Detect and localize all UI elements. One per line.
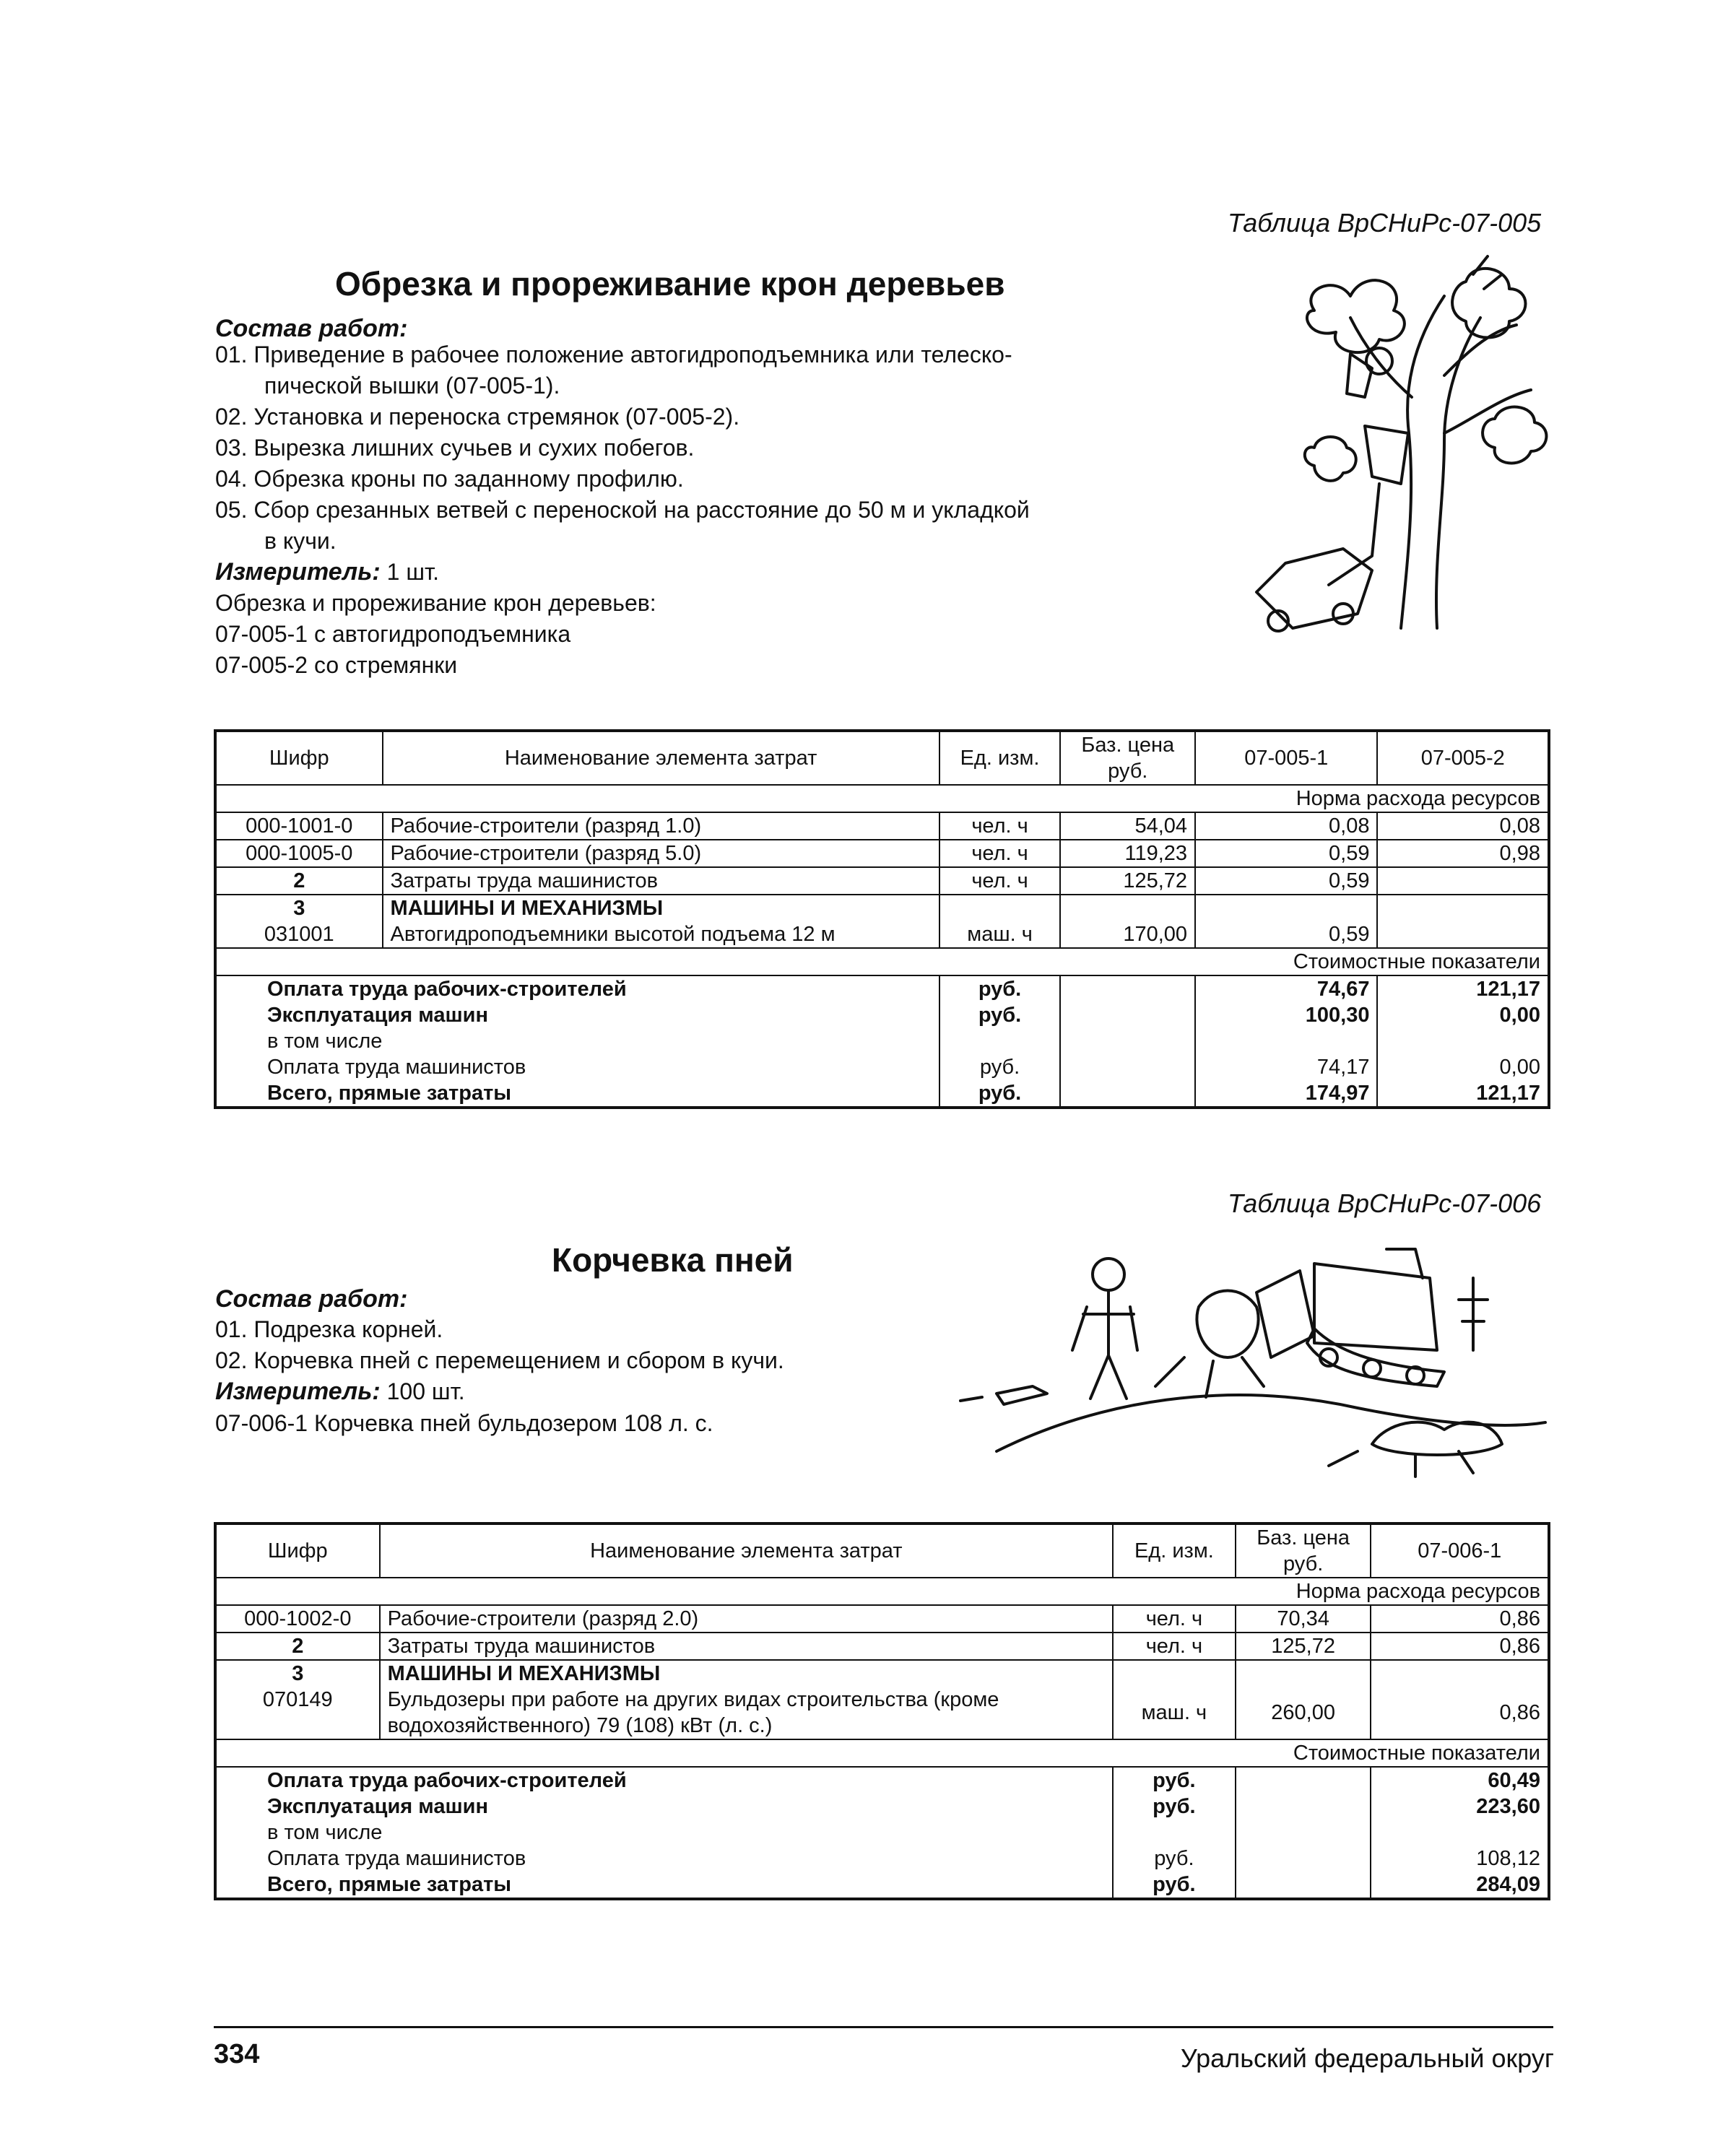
cost-row	[215, 1872, 1549, 1899]
cell-unit: руб.	[939, 1080, 1061, 1108]
table-label: Таблица ВрСНиРс-07-006	[1228, 1188, 1542, 1218]
col-header: 07-005-1	[1195, 731, 1377, 785]
cost-row	[215, 1080, 1549, 1108]
cell-unit: маш. ч	[939, 921, 1061, 948]
cell-value: 284,09	[1371, 1872, 1549, 1899]
cost-row	[215, 1820, 1549, 1846]
cell-price: 260,00	[1236, 1687, 1371, 1739]
cell-name: Рабочие-строители (разряд 5.0)	[383, 840, 939, 867]
cell-value: 0,00	[1377, 1002, 1549, 1028]
cost-label: Всего, прямые затраты	[215, 1872, 1113, 1899]
cost-row	[215, 975, 1549, 1002]
cell-price	[1060, 975, 1195, 1002]
cell-unit: руб.	[939, 1054, 1061, 1080]
cell-value: 60,49	[1371, 1767, 1549, 1794]
cell-name: Автогидроподъемники высотой подъема 12 м	[383, 921, 939, 948]
cell-value: 74,17	[1195, 1054, 1377, 1080]
cell-value: 121,17	[1377, 1080, 1549, 1108]
section-row	[215, 1739, 1549, 1767]
cell-unit: чел. ч	[939, 840, 1061, 867]
cell-unit: руб.	[1113, 1794, 1236, 1820]
cost-label: Оплата труда рабочих-строителей	[215, 975, 939, 1002]
cell-value	[1377, 867, 1549, 895]
col-header: 07-005-2	[1377, 731, 1549, 785]
cost-label: Оплата труда машинистов	[215, 1846, 1113, 1872]
cell-value: 108,12	[1371, 1846, 1549, 1872]
section-label: Норма расхода ресурсов	[215, 785, 1549, 812]
cost-table	[214, 729, 1550, 1109]
cell-price	[1060, 1080, 1195, 1108]
cost-row	[215, 1028, 1549, 1054]
variant-item: 07-006-1 Корчевка пней бульдозером 108 л. с.	[215, 1410, 713, 1436]
table-row	[215, 921, 1549, 948]
table-row	[215, 1660, 1549, 1687]
table-row	[215, 895, 1549, 921]
cell-code: 3	[215, 895, 383, 921]
cell-unit: руб.	[939, 1002, 1061, 1028]
cell-value: 0,98	[1377, 840, 1549, 867]
meter-label: Измеритель:	[215, 558, 381, 586]
cell-value: 0,59	[1195, 840, 1377, 867]
variants-intro: Обрезка и прореживание крон деревьев:	[215, 590, 656, 616]
col-header: Наименование элемента затрат	[380, 1523, 1113, 1578]
table-label: Таблица ВрСНиРс-07-005	[1228, 208, 1542, 238]
cell-unit: руб.	[1113, 1872, 1236, 1899]
cost-label: Оплата труда машинистов	[215, 1054, 939, 1080]
cost-table	[214, 1522, 1550, 1900]
cost-label: Всего, прямые затраты	[215, 1080, 939, 1108]
section-label: Стоимостные показатели	[215, 1739, 1549, 1767]
cell-code: 000-1002-0	[215, 1605, 380, 1633]
cell-price	[1236, 1872, 1371, 1899]
cell-price: 170,00	[1060, 921, 1195, 948]
step-item: 02. Установка и переноска стремянок (07-005-2).	[215, 404, 740, 430]
cell-price	[1060, 1054, 1195, 1080]
section-title: Корчевка пней	[552, 1241, 794, 1279]
cell-name: Затраты труда машинистов	[380, 1633, 1113, 1660]
cell-code: 031001	[215, 921, 383, 948]
cell-unit: маш. ч	[1113, 1687, 1236, 1739]
cell-name: Затраты труда машинистов	[383, 867, 939, 895]
composition-heading: Состав работ:	[215, 315, 408, 342]
cost-row	[215, 1846, 1549, 1872]
composition-heading: Состав работ:	[215, 1285, 408, 1313]
cell-value: 0,08	[1377, 812, 1549, 840]
step-item: 05. Сбор срезанных ветвей с переноской на расстояние до 50 м и укладкой	[215, 497, 1030, 523]
cell-code: 000-1001-0	[215, 812, 383, 840]
cost-label: Оплата труда рабочих-строителей	[215, 1767, 1113, 1794]
meter-value: 100 шт.	[380, 1378, 465, 1404]
cell-value	[1377, 921, 1549, 948]
meter	[215, 557, 439, 588]
cell-value: 0,59	[1195, 867, 1377, 895]
section-title: Обрезка и прореживание крон деревьев	[335, 265, 1005, 303]
region-name: Уральский федеральный округ	[1180, 2043, 1554, 2073]
tree-pruning-illustration	[1228, 253, 1560, 650]
table-row	[215, 1633, 1549, 1660]
cell-price	[1236, 1846, 1371, 1872]
cost-label: в том числе	[215, 1028, 939, 1054]
col-header: Ед. изм.	[939, 731, 1061, 785]
cell-price: 54,04	[1060, 812, 1195, 840]
cell-code: 070149	[215, 1687, 380, 1739]
cell-name: Бульдозеры при работе на других видах строительства (кроме водохозяйственного) 79 (108) кВт (л. с.)	[380, 1687, 1113, 1739]
table-row	[215, 812, 1549, 840]
meter-value: 1 шт.	[380, 559, 439, 585]
cell-unit: руб.	[1113, 1846, 1236, 1872]
cell-name: МАШИНЫ И МЕХАНИЗМЫ	[380, 1660, 1113, 1687]
cell-value: 0,59	[1195, 921, 1377, 948]
stump-removal-illustration	[953, 1235, 1560, 1487]
cell-code: 2	[215, 867, 383, 895]
step-item: 03. Вырезка лишних сучьев и сухих побегов.	[215, 435, 695, 461]
section-row	[215, 1578, 1549, 1605]
step-item: 02. Корчевка пней с перемещением и сбором в кучи.	[215, 1347, 784, 1373]
step-item: 04. Обрезка кроны по заданному профилю.	[215, 466, 684, 492]
cell-unit: чел. ч	[1113, 1633, 1236, 1660]
col-header: Шифр	[215, 731, 383, 785]
page-number: 334	[214, 2039, 260, 2069]
step-item: 01. Подрезка корней.	[215, 1316, 443, 1342]
cost-row	[215, 1794, 1549, 1820]
cell-price: 125,72	[1236, 1633, 1371, 1660]
cost-row	[215, 1002, 1549, 1028]
step-item: в кучи.	[264, 528, 337, 554]
cell-price: 119,23	[1060, 840, 1195, 867]
cell-price: 70,34	[1236, 1605, 1371, 1633]
cell-price: 125,72	[1060, 867, 1195, 895]
cell-value: 174,97	[1195, 1080, 1377, 1108]
cell-value: 100,30	[1195, 1002, 1377, 1028]
cell-name: МАШИНЫ И МЕХАНИЗМЫ	[383, 895, 939, 921]
cost-row	[215, 1054, 1549, 1080]
table-row	[215, 867, 1549, 895]
cell-code: 2	[215, 1633, 380, 1660]
cell-unit: чел. ч	[939, 812, 1061, 840]
step-item: 01. Приведение в рабочее положение автогидроподъемника или телеско-	[215, 342, 1012, 368]
cell-value: 223,60	[1371, 1794, 1549, 1820]
section-label: Норма расхода ресурсов	[215, 1578, 1549, 1605]
step-item: пической вышки (07-005-1).	[264, 373, 560, 399]
cell-price	[1236, 1767, 1371, 1794]
cell-unit: руб.	[1113, 1767, 1236, 1794]
col-header: 07-006-1	[1371, 1523, 1549, 1578]
col-header: Баз. цена руб.	[1060, 731, 1195, 785]
cost-label: Эксплуатация машин	[215, 1794, 1113, 1820]
footer-divider	[214, 2026, 1553, 2028]
section-row	[215, 785, 1549, 812]
variant-item: 07-005-1 с автогидроподъемника	[215, 621, 571, 647]
cell-unit: руб.	[939, 975, 1061, 1002]
cell-code: 3	[215, 1660, 380, 1687]
table-header-row	[215, 1523, 1549, 1578]
table-header-row	[215, 731, 1549, 785]
table-row	[215, 1605, 1549, 1633]
cell-value: 74,67	[1195, 975, 1377, 1002]
cell-value: 0,00	[1377, 1054, 1549, 1080]
meter	[215, 1376, 465, 1407]
col-header: Баз. цена руб.	[1236, 1523, 1371, 1578]
col-header: Наименование элемента затрат	[383, 731, 939, 785]
variant-item: 07-005-2 со стремянки	[215, 652, 458, 678]
table-row	[215, 1687, 1549, 1739]
cell-value: 0,86	[1371, 1633, 1549, 1660]
cell-value: 121,17	[1377, 975, 1549, 1002]
section-label: Стоимостные показатели	[215, 948, 1549, 975]
cost-label: Эксплуатация машин	[215, 1002, 939, 1028]
table-row	[215, 840, 1549, 867]
cost-label: в том числе	[215, 1820, 1113, 1846]
cell-price	[1236, 1794, 1371, 1820]
cell-name: Рабочие-строители (разряд 2.0)	[380, 1605, 1113, 1633]
cell-unit: чел. ч	[1113, 1605, 1236, 1633]
meter-label: Измеритель:	[215, 1378, 381, 1405]
col-header: Шифр	[215, 1523, 380, 1578]
cell-name: Рабочие-строители (разряд 1.0)	[383, 812, 939, 840]
cell-code: 000-1005-0	[215, 840, 383, 867]
section-row	[215, 948, 1549, 975]
col-header: Ед. изм.	[1113, 1523, 1236, 1578]
cell-unit: чел. ч	[939, 867, 1061, 895]
cell-value: 0,08	[1195, 812, 1377, 840]
cell-value: 0,86	[1371, 1605, 1549, 1633]
cell-value: 0,86	[1371, 1687, 1549, 1739]
cell-price	[1060, 1002, 1195, 1028]
cost-row	[215, 1767, 1549, 1794]
